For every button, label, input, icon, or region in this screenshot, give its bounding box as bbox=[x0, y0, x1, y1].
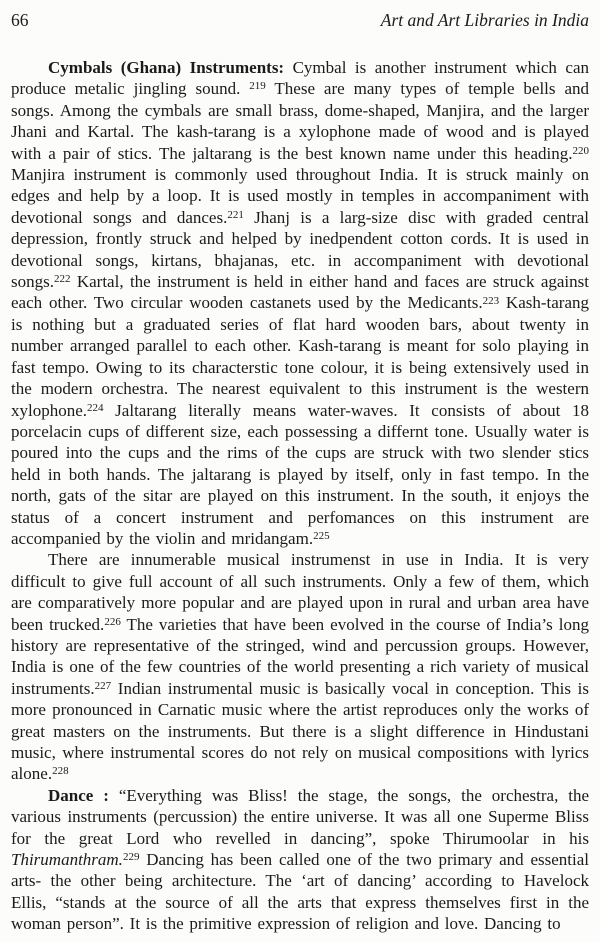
footnote-reference: 220 bbox=[572, 144, 589, 157]
footnote-reference: 222 bbox=[53, 273, 71, 286]
page-body bbox=[11, 57, 589, 935]
paragraph bbox=[11, 785, 589, 935]
footnote-reference: 225 bbox=[313, 530, 330, 542]
text-run: The varieties that have been evolved in the course of India’s long history are representative of the stringed, wind and percussion groups. However, India is one of the few countries of the world presenting a rich variety of musical instruments. bbox=[11, 614, 589, 698]
footnote-reference: 221 bbox=[227, 208, 244, 221]
footnote-reference: 226 bbox=[104, 615, 121, 628]
text-run: Jhanj is a larg-size disc with graded central depression, frontly struck and helped by inedpendent cotton cords. It is used in devotional songs, kirtans, bhajanas, etc. in accompaniment with devotional songs. bbox=[11, 207, 589, 292]
text-run: Kash-tarang is nothing but a graduated series of flat hard wooden bars, about twenty in number arranged parallel to each other. Kash-tarang is meant for solo playing in fast tempo. Owing to its characterstic tone colour, it is being extensively used in the modern orchestra. The nearest equivalent to this instrument is the western xylophone. bbox=[11, 293, 589, 420]
text-run: Thirumanthram. bbox=[11, 850, 123, 870]
text-run: Dance : bbox=[48, 785, 109, 805]
footnote-reference: 219 bbox=[249, 80, 266, 93]
running-title: Art and Art Libraries in India bbox=[380, 10, 589, 30]
paragraph bbox=[11, 549, 589, 784]
text-run: There are innumerable musical instrumenst in use in India. It is very difficult to give full account of all such instruments. Only a few of them, which are comparatively more popular and are played upon in rural and urban area have been trucked. bbox=[11, 550, 589, 634]
text-run: Cymbal is another instrument which can produce metalic jingling sound. bbox=[11, 58, 589, 99]
footnote-reference: 228 bbox=[52, 765, 69, 778]
text-run: Jaltarang literally means water-waves. It consists of about 18 porcelacin cups of different size, each possessing a differnt tone. Usually water is poured into the cups and the rims of the cups are struck with two slender stics held in both hands. The jaltarang is played by itself, only in fast tempo. In the north, gats of the sitar are played on this instrument. In the south, it enjoys the status of a concert instrument and perfomances on this instrument are accompanied by the violin and mridangam. bbox=[11, 400, 589, 548]
paragraph bbox=[11, 57, 589, 549]
text-run: Manjira instrument is commonly used throughout India. It is struck mainly on edges and help by a loop. It is used mostly in temples in accompaniment with devotional songs and dances. bbox=[11, 165, 589, 227]
text-run: Cymbals (Ghana) Instruments: bbox=[48, 58, 285, 77]
text-run: “Everything was Bliss! the stage, the songs, the orchestra, the various instruments (percussion) the entire universe. It was all one Superme Bliss for the great Lord who revelled in dancing”, spoke Thirumoolar in his bbox=[11, 785, 590, 848]
text-run: These are many types of temple bells and songs. Among the cymbals are small brass, dome-shaped, Manjira, and the larger Jhani and Kartal. The kash-tarang is a xylophone made of wood and is played with a pair of stics. The jaltarang is the best known name under this heading. bbox=[11, 79, 590, 163]
footnote-reference: 224 bbox=[87, 401, 104, 414]
text-run: Dancing has been called one of the two primary and essential arts- the other being architecture. The ‘art of dancing’ according to Havelock Ellis, “stands at the source of all the arts that express themselves first in the woman person”. It is the primitive expression of religion and love. Dancing to bbox=[11, 850, 589, 934]
footnote-reference: 229 bbox=[122, 851, 140, 864]
footnote-reference: 227 bbox=[94, 679, 112, 692]
footnote-reference: 223 bbox=[482, 294, 500, 307]
page-header bbox=[11, 10, 589, 30]
page-number: 66 bbox=[11, 10, 29, 30]
text-run: Indian instrumental music is basically vocal in conception. This is more pronounced in Carnatic music where the artist reproduces only the works of great masters on the instruments. But there is a slight difference in Hindustani music, where instrumental scores do not rely on musical compositions with lyrics alone. bbox=[11, 678, 589, 784]
text-run: Kartal, the instrument is held in either hand and faces are struck against each other. Two circular wooden castanets used by the Medicants. bbox=[11, 272, 589, 313]
